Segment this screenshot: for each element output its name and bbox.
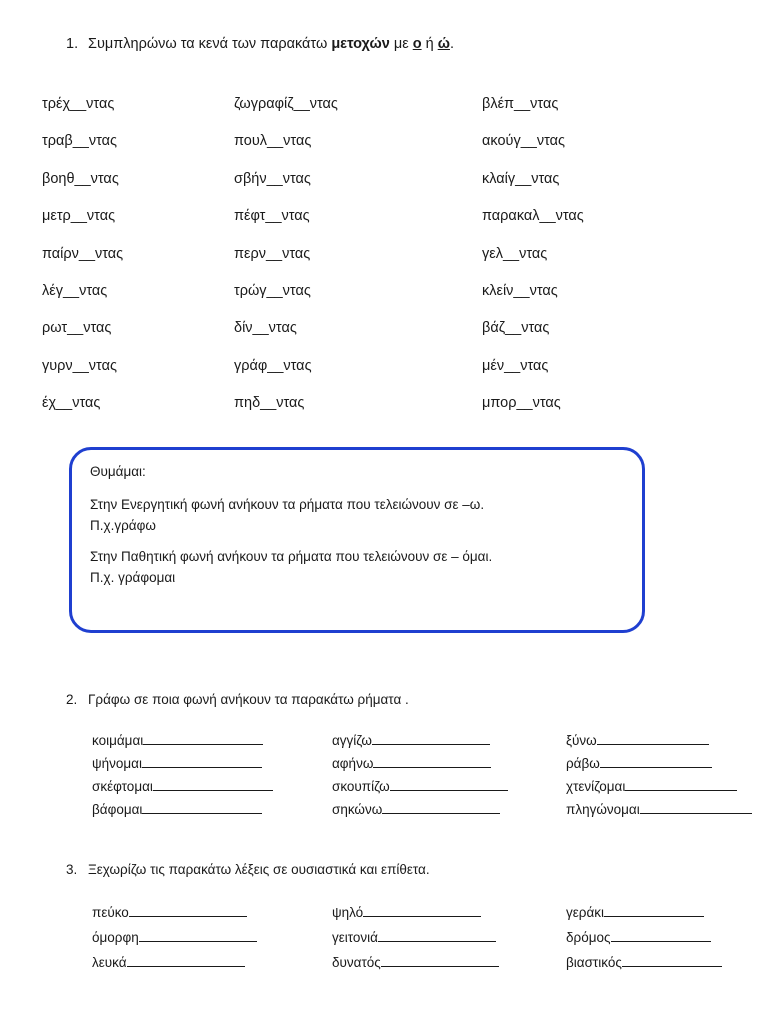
passive-voice-rule: Στην Παθητική φωνή ανήκουν τα ρήματα που τελειώνουν σε – όμαι.	[90, 548, 493, 564]
reminder-title: Θυμάμαι:	[90, 464, 146, 479]
exercise1-item	[42, 246, 234, 283]
exercise1-item	[234, 246, 482, 283]
answer-blank[interactable]	[382, 801, 500, 814]
word: σκουπίζω	[332, 779, 390, 794]
exercise2-item	[92, 801, 332, 824]
exercise1-item	[234, 283, 482, 320]
word: βάζ__ντας	[482, 320, 550, 337]
word: σκέφτομαι	[92, 779, 153, 794]
word: σβήν__ντας	[234, 170, 311, 187]
word: σηκώνω	[332, 802, 383, 817]
answer-blank[interactable]	[625, 778, 737, 791]
exercise1-title: 1. Συμπληρώνω τα κενά των παρακάτω μετοχών με ο ή ώ.	[66, 36, 454, 52]
word: ακούγ__ντας	[482, 133, 565, 150]
exercise3-grid	[92, 904, 746, 979]
answer-blank[interactable]	[611, 929, 711, 942]
answer-blank[interactable]	[622, 954, 722, 967]
exercise1-item	[234, 395, 482, 432]
exercise1-item	[42, 395, 234, 432]
answer-blank[interactable]	[139, 929, 257, 942]
word: κλαίγ__ντας	[482, 170, 560, 187]
exercise2-item	[332, 755, 566, 778]
exercise1-item	[482, 133, 682, 170]
word: περν__ντας	[234, 245, 311, 262]
exercise1-item	[234, 133, 482, 170]
answer-blank[interactable]	[381, 954, 499, 967]
active-voice-rule: Στην Ενεργητική φωνή ανήκουν τα ρήματα που τελειώνουν σε –ω.	[90, 496, 485, 512]
word: αφήνω	[332, 756, 374, 771]
word: γράφ__ντας	[234, 357, 312, 374]
answer-blank[interactable]	[143, 732, 263, 745]
word: δίν__ντας	[234, 320, 297, 337]
word: ψηλό	[332, 905, 364, 920]
bold-word: μετοχών	[331, 36, 390, 52]
exercise3-item	[332, 954, 566, 979]
word: τραβ__ντας	[42, 133, 117, 150]
word: μετρ__ντας	[42, 208, 116, 225]
word: χτενίζομαι	[566, 779, 626, 794]
answer-blank[interactable]	[142, 801, 262, 814]
answer-blank[interactable]	[373, 755, 491, 768]
exercise2-item	[332, 732, 566, 755]
exercise3-item	[566, 954, 746, 979]
exercise1-item	[42, 283, 234, 320]
word: γειτονιά	[332, 930, 378, 945]
exercise2-item	[566, 732, 746, 755]
answer-blank[interactable]	[597, 732, 709, 745]
exercise1-item	[42, 96, 234, 133]
word: δυνατός	[332, 955, 381, 970]
exercise1-item	[234, 171, 482, 208]
exercise1-item	[482, 208, 682, 245]
word: ζωγραφίζ__ντας	[234, 96, 338, 112]
exercise3-item	[332, 929, 566, 954]
word: πουλ__ντας	[234, 133, 312, 150]
exercise1-item	[42, 320, 234, 357]
answer-blank[interactable]	[378, 929, 496, 942]
exercise2-item	[566, 755, 746, 778]
exercise2-item	[566, 778, 746, 801]
word: πληγώνομαι	[566, 802, 640, 817]
word: παρακαλ__ντας	[482, 208, 584, 225]
exercise1-item	[234, 358, 482, 395]
exercise2-item	[92, 755, 332, 778]
reminder-box	[69, 447, 645, 633]
exercise1-item	[482, 395, 682, 432]
word: παίρν__ντας	[42, 245, 124, 262]
exercise1-item	[482, 246, 682, 283]
word: βλέπ__ντας	[482, 96, 559, 112]
exercise2-item	[566, 801, 746, 824]
exercise3-item	[566, 929, 746, 954]
word: λέγ__ντας	[42, 282, 108, 299]
answer-blank[interactable]	[153, 778, 273, 791]
exercise2-item	[92, 732, 332, 755]
exercise1-item	[234, 96, 482, 133]
answer-blank[interactable]	[640, 801, 752, 814]
exercise3-title: 3. Ξεχωρίζω τις παρακάτω λέξεις σε ουσιαστικά και επίθετα.	[66, 862, 430, 877]
exercise1-item	[42, 171, 234, 208]
exercise3-item	[332, 904, 566, 929]
exercise2-grid	[92, 732, 746, 824]
word: αγγίζω	[332, 733, 372, 748]
answer-blank[interactable]	[142, 755, 262, 768]
word: όμορφη	[92, 930, 139, 945]
exercise2-number: 2.	[66, 692, 78, 707]
exercise3-item	[92, 954, 332, 979]
word: βάφομαι	[92, 802, 143, 817]
exercise1-item	[482, 96, 682, 133]
word: έχ__ντας	[42, 395, 101, 412]
word: ρωτ__ντας	[42, 320, 112, 337]
exercise1-item	[482, 358, 682, 395]
word: ξύνω	[566, 733, 597, 748]
exercise3-item	[92, 929, 332, 954]
answer-blank[interactable]	[604, 904, 704, 917]
exercise1-item	[42, 358, 234, 395]
exercise3-number: 3.	[66, 862, 78, 877]
exercise1-grid	[42, 96, 682, 433]
exercise1-item	[482, 171, 682, 208]
exercise1-item	[482, 283, 682, 320]
letter-o: ο	[412, 36, 422, 52]
letter-omega: ώ	[437, 36, 450, 52]
word: δρόμος	[566, 930, 611, 945]
word: πεύκο	[92, 905, 129, 920]
word: κλείν__ντας	[482, 282, 558, 299]
answer-blank[interactable]	[363, 904, 481, 917]
exercise3-item	[566, 904, 746, 929]
answer-blank[interactable]	[600, 755, 712, 768]
exercise1-item	[482, 320, 682, 357]
word: γελ__ντας	[482, 245, 548, 262]
active-voice-example: Π.χ.γράφω	[90, 517, 156, 533]
exercise3-item	[92, 904, 332, 929]
exercise1-item	[42, 133, 234, 170]
word: γυρν__ντας	[42, 357, 117, 374]
word: μπορ__ντας	[482, 395, 561, 412]
word: ράβω	[566, 756, 600, 771]
word: τρώγ__ντας	[234, 282, 311, 299]
exercise1-item	[234, 320, 482, 357]
exercise1-item	[234, 208, 482, 245]
passive-voice-example: Π.χ. γράφομαι	[90, 569, 176, 585]
exercise2-title: 2. Γράφω σε ποια φωνή ανήκουν τα παρακάτω ρήματα .	[66, 692, 409, 707]
word: λευκά	[92, 955, 127, 970]
word: γεράκι	[566, 905, 605, 920]
exercise2-item	[332, 801, 566, 824]
answer-blank[interactable]	[129, 904, 247, 917]
word: τρέχ__ντας	[42, 96, 115, 112]
answer-blank[interactable]	[127, 954, 245, 967]
word: μέν__ντας	[482, 357, 549, 374]
word: βοηθ__ντας	[42, 170, 119, 187]
word: ψήνομαι	[92, 756, 142, 771]
word: κοιμάμαι	[92, 733, 144, 748]
exercise2-item	[332, 778, 566, 801]
exercise1-item	[42, 208, 234, 245]
answer-blank[interactable]	[372, 732, 490, 745]
exercise2-item	[92, 778, 332, 801]
answer-blank[interactable]	[390, 778, 508, 791]
word: πέφτ__ντας	[234, 208, 310, 225]
exercise1-number: 1.	[66, 36, 79, 52]
word: βιαστικός	[566, 955, 622, 970]
word: πηδ__ντας	[234, 395, 305, 412]
